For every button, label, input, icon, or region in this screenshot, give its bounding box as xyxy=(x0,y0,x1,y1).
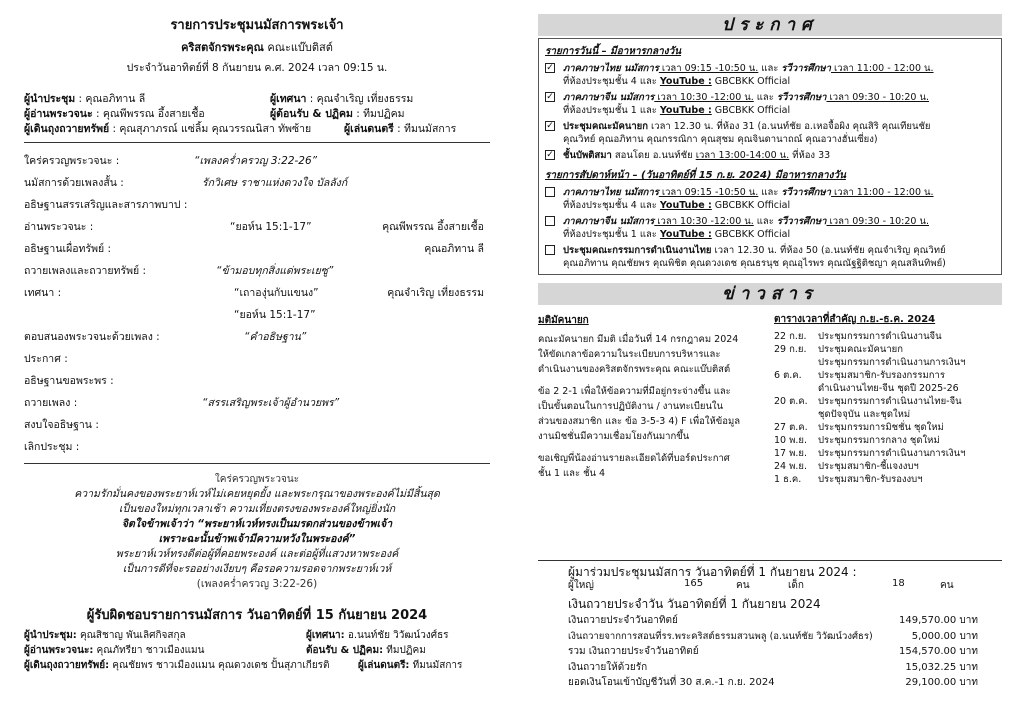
divider xyxy=(24,463,490,464)
order-label: ถวายเพลง : xyxy=(24,397,78,409)
item-time: เวลา 13:00-14:00 น. xyxy=(695,150,790,161)
order-person: คุณอภิทาน ลี xyxy=(424,243,484,255)
item-text: และ xyxy=(758,63,782,74)
item-time: เวลา 09:15 -10:50 น. xyxy=(658,187,759,198)
schedule-row xyxy=(774,473,1002,486)
schedule-date: 1 ธ.ค. xyxy=(774,474,802,485)
schedule-row xyxy=(774,460,1002,473)
schedule-event: ชุดปัจจุบัน และชุดใหม่ xyxy=(818,409,911,420)
next-item xyxy=(545,244,995,270)
order-label: ประกาศ : xyxy=(24,353,68,365)
order-detail: “ยอห์น 15:1-17” xyxy=(234,309,316,321)
schedule-event: ประชุมสมาชิก-ชี้แจงงบฯ xyxy=(818,461,919,472)
order-of-service xyxy=(24,149,490,457)
order-label: นมัสการด้วยเพลงสั้น : xyxy=(24,177,124,189)
next-music-label: ผู้เล่นดนตรี: xyxy=(358,660,410,671)
next-music-name: ทีมนมัสการ xyxy=(409,660,463,671)
checkbox-empty-icon xyxy=(545,187,555,197)
today-item xyxy=(545,149,995,162)
schedule-event: ประชุมกรรมการดำเนินงานไทย-จีน xyxy=(818,396,962,407)
minutes-line: ส่วนของสมาชิก และ ข้อ 3-5-3 4) F เพื่อให้ข้อมูล xyxy=(538,416,741,427)
item-text: ที่ห้องประชุมชั้น 1 และ xyxy=(563,229,660,240)
schedule-event: ประชุมกรรมการดำเนินงานการเงินฯ xyxy=(818,448,966,459)
church-name-rest: คณะแบ๊บติสต์ xyxy=(267,41,333,54)
next-offering-label: ผู้เดินถุงถวายทรัพย์: xyxy=(24,660,110,671)
adult-count: 165 xyxy=(684,578,704,589)
check-icon: ✓ xyxy=(546,121,554,131)
schedule-block xyxy=(774,313,1002,486)
today-item xyxy=(545,120,995,146)
offering-row xyxy=(538,660,978,676)
greeter-label: ผู้ต้อนรับ & ปฏิคม xyxy=(270,108,353,120)
today-item xyxy=(545,91,995,117)
scripture-reference: (เพลงคร่ำครวญ 3:22-26) xyxy=(196,578,318,590)
order-person: คุณจำเริญ เที่ยงธรรม xyxy=(387,287,484,299)
attendance-title: ผู้มาร่วมประชุมนมัสการ วันอาทิตย์ที่ 1 กันยายน 2024 : xyxy=(568,565,857,579)
scripture-line: เป็นการดีที่จะรออย่างเงียบๆ คือรอความรอดจากพระยาห์เวห์ xyxy=(122,563,392,575)
unit-label: คน xyxy=(940,580,954,591)
preacher-name: : คุณจำเริญ เที่ยงธรรม xyxy=(306,93,414,105)
item-time: เวลา 11:00 - 12:00 น. xyxy=(831,187,934,198)
order-detail: “เพลงคร่ำครวญ 3:22-26” xyxy=(194,155,318,167)
schedule-date: 27 ต.ค. xyxy=(774,422,808,433)
offering-title: เงินถวายประจำวัน วันอาทิตย์ที่ 1 กันยายน 2024 xyxy=(568,597,821,611)
schedule-event: ประชุมกรรมการกลาง ชุดใหม่ xyxy=(818,435,940,446)
order-detail: “สรรเสริญพระเจ้าผู้อำนวยพร” xyxy=(202,397,340,409)
schedule-title: ตารางเวลาที่สำคัญ ก.ย.-ธ.ค. 2024 xyxy=(774,314,936,325)
offering-label: เงินถวายจากการสอนที่รร.พระคริสต์ธรรมสวนพลู (อ.นนท์ชัย วิวัฒน์วงศ์ธร) xyxy=(568,630,873,642)
offering-amount: 29,100.00 บาท xyxy=(905,677,978,688)
check-icon: ✓ xyxy=(546,63,554,73)
left-column xyxy=(24,14,490,674)
item-text: เวลา 12.30 น. ที่ห้อง 31 (อ.นนท์ชัย อ.เหอจื้อผิง คุณสิริ คุณเทียนชัย xyxy=(647,121,931,132)
item-time: เวลา 09:30 - 10:20 น. xyxy=(826,216,930,227)
order-detail: “คำอธิษฐาน” xyxy=(244,331,307,343)
schedule-date: 24 พ.ย. xyxy=(774,461,807,472)
schedule-date: 10 พ.ย. xyxy=(774,435,807,446)
order-row xyxy=(24,171,490,193)
schedule-row xyxy=(774,447,1002,460)
order-label: เทศนา : xyxy=(24,287,62,299)
church-name xyxy=(24,38,490,56)
scripture-line: ความรักมั่นคงของพระยาห์เวห์ไม่เคยหยุดยั้ง และพระกรุณาของพระองค์ไม่มีสิ้นสุด xyxy=(74,488,440,500)
item-title: ชั้นบัพติสมา xyxy=(563,150,612,161)
offering-amount: 5,000.00 บาท xyxy=(911,630,978,642)
attendance-block xyxy=(538,563,978,691)
offering-label: ยอดเงินโอนเข้าบัญชีวันที่ 30 ส.ค.-1 ก.ย. 2024 xyxy=(568,677,775,688)
item-time: เวลา 10:30 -12:00 น. xyxy=(654,216,754,227)
offering-amount: 154,570.00 บาท xyxy=(899,646,978,657)
schedule-date: 22 ก.ย. xyxy=(774,331,807,342)
music-name: : ทีมนมัสการ xyxy=(393,123,457,135)
next-week-title: ผู้รับผิดชอบรายการนมัสการ วันอาทิตย์ที่ 15 กันยายน 2024 xyxy=(86,608,428,623)
minutes-line: ข้อ 2 2-1 เพื่อให้ข้อความที่มีอยู่กระจ่างขึ้น และ xyxy=(538,386,731,397)
order-label: ตอบสนองพระวจนะด้วยเพลง : xyxy=(24,331,160,343)
scripture-line: พระยาห์เวห์ทรงดีต่อผู้ที่คอยพระองค์ และต่อผู้ที่แสวงหาพระองค์ xyxy=(115,548,399,560)
order-row xyxy=(24,369,490,391)
order-detail: “เถาองุ่นกับแขนง” xyxy=(234,287,319,299)
order-row xyxy=(24,391,490,413)
item-title: รวีวารศึกษา xyxy=(781,187,832,198)
item-text: คุณอภิทาน คุณชัยพร คุณพิชิต คุณดวงเดช คุณธรนุช คุณอุไรพร คุณณัฐฐิติชญา คุณสลินทิพย์) xyxy=(563,258,946,269)
youtube-channel: GBCBKK Official xyxy=(711,200,791,211)
today-section-title: รายการวันนี้ – มีอาหารกลางวัน xyxy=(545,46,682,57)
schedule-date: 17 พ.ย. xyxy=(774,448,807,459)
youtube-channel: GBCBKK Official xyxy=(711,105,791,116)
schedule-event: ประชุมกรรมการดำเนินงานการเงินฯ xyxy=(818,357,966,368)
next-reader-name: คุณภัทรียา ชาวเมืองแมน xyxy=(93,645,205,656)
reader-name: : คุณพีพรรณ อึ้งสายเชื้อ xyxy=(92,108,205,120)
order-row xyxy=(24,149,490,171)
service-datetime: ประจำวันอาทิตย์ที่ 8 กันยายน ค.ศ. 2024 เวลา 09:15 น. xyxy=(126,62,388,74)
item-title: รวีวารศึกษา xyxy=(781,63,832,74)
checkbox-empty-icon xyxy=(545,245,555,255)
order-label: ใคร่ครวญพระวจนะ : xyxy=(24,155,120,167)
order-detail: รักวิเศษ ราชาแห่งดวงใจ บัลลังก์ xyxy=(202,177,348,189)
youtube-channel: GBCBKK Official xyxy=(711,76,791,87)
item-text: และ xyxy=(758,187,782,198)
schedule-event: ดำเนินงานไทย-จีน ชุดปี 2025-26 xyxy=(818,383,959,394)
item-title: ภาคภาษาจีน นมัสการ xyxy=(563,216,655,227)
next-item xyxy=(545,186,995,212)
church-name-bold: คริสตจักรพระคุณ xyxy=(181,41,264,54)
order-row xyxy=(24,215,490,237)
offering-title-row xyxy=(538,595,978,613)
minutes-line: คณะมัคนายก มีมติ เมื่อวันที่ 14 กรกฎาคม 2024 xyxy=(538,334,739,345)
schedule-date: 20 ต.ค. xyxy=(774,396,808,407)
leader-label: ผู้นำประชุม xyxy=(24,93,76,105)
next-week-section-title: รายการสัปดาห์หน้า – (วันอาทิตย์ที่ 15 ก.ย. 2024) มีอาหารกลางวัน xyxy=(545,170,846,181)
item-time: เวลา 09:30 - 10:20 น. xyxy=(826,92,930,103)
item-text: ที่ห้อง 33 xyxy=(789,150,831,161)
scripture-line: เป็นของใหม่ทุกเวลาเช้า ความเที่ยงตรงของพระองค์ใหญ่ยิ่งนัก xyxy=(118,503,396,515)
schedule-row xyxy=(774,434,1002,447)
minutes-line: ให้ขัดเกลาข้อความในระเบียบการบริหารและ xyxy=(538,349,721,360)
unit-label: คน xyxy=(736,580,750,591)
next-preacher-name: อ.นนท์ชัย วิวัฒน์วงศ์ธร xyxy=(344,630,449,641)
scripture-heading: ใคร่ครวญพระวจนะ xyxy=(214,474,300,485)
order-person: คุณพีพรรณ อึ้งสายเชื้อ xyxy=(382,221,484,233)
checkbox-empty-icon xyxy=(545,216,555,226)
adult-label: ผู้ใหญ่ xyxy=(568,580,594,591)
order-label: อธิษฐานเผื่อทรัพย์ : xyxy=(24,243,112,255)
youtube-label: YouTube : xyxy=(659,229,712,240)
attendance-title-row xyxy=(538,563,978,578)
order-label: อ่านพระวจนะ : xyxy=(24,221,94,233)
item-time: เวลา 09:15 -10:50 น. xyxy=(658,63,759,74)
schedule-date: 6 ต.ค. xyxy=(774,370,802,381)
offering-label: ผู้เดินถุงถวายทรัพย์ xyxy=(24,123,110,135)
order-label: อธิษฐานสรรเสริญและสารภาพบาป : xyxy=(24,199,188,211)
offering-label: รวม เงินถวายประจำวันอาทิตย์ xyxy=(568,646,699,657)
scripture-line: จิตใจข้าพเจ้าว่า “พระยาห์เวห์ทรงเป็นมรดกส่วนของข้าพเจ้า xyxy=(121,518,393,530)
minutes-line: เป็นขั้นตอนในการปฏิบัติงาน / งานทะเบียนใน xyxy=(538,401,724,412)
schedule-row xyxy=(774,343,1002,369)
item-time: เวลา 10:30 -12:00 น. xyxy=(654,92,754,103)
offering-row xyxy=(538,629,978,645)
today-item xyxy=(545,62,995,88)
minutes-block xyxy=(538,313,764,481)
order-label: เลิกประชุม : xyxy=(24,441,80,453)
greeter-name: : ทีมปฏิคม xyxy=(352,108,405,120)
order-row xyxy=(24,259,490,281)
schedule-list xyxy=(774,330,1002,486)
right-column xyxy=(538,14,1002,519)
minutes-line: ชั้น 1 และ ชั้น 4 xyxy=(538,468,606,479)
offering-amount: 149,570.00 บาท xyxy=(899,615,978,626)
order-row xyxy=(24,413,490,435)
item-title: ภาคภาษาไทย นมัสการ xyxy=(563,63,659,74)
child-count: 18 xyxy=(892,578,905,589)
item-title: ประชุมคณะมัคนายก xyxy=(563,121,648,132)
schedule-row xyxy=(774,369,1002,395)
item-title: รวีวารศึกษา xyxy=(776,92,827,103)
youtube-label: YouTube : xyxy=(659,76,712,87)
bulletin-title: รายการประชุมนมัสการพระเจ้า xyxy=(170,18,344,33)
schedule-event: ประชุมกรรมการมิชชั่น ชุดใหม่ xyxy=(818,422,944,433)
news-banner: ข่าวสาร xyxy=(538,283,1002,305)
schedule-row xyxy=(774,421,1002,434)
order-row xyxy=(24,325,490,347)
next-preacher-label: ผู้เทศนา: xyxy=(306,630,345,641)
item-text: และ xyxy=(753,92,777,103)
check-icon: ✓ xyxy=(546,92,554,102)
next-leader-name: คุณสิชาญ พันเลิศกิจสกุล xyxy=(76,630,186,641)
reader-label: ผู้อ่านพระวจนะ xyxy=(24,108,93,120)
offering-names: : คุณสุภาภรณ์ แซ่ลิ้ม คุณวรรณนิสา ทัพซ้าย xyxy=(109,123,312,135)
music-label: ผู้เล่นดนตรี xyxy=(344,123,394,135)
item-text: ที่ห้องประชุมชั้น 4 และ xyxy=(563,200,660,211)
minutes-line: ดำเนินงานของคริสตจักรพระคุณ คณะแบ๊บติสต์ xyxy=(538,364,731,375)
next-offering-names: คุณชัยพร ชาวเมืองแมน คุณดวงเดช ปั้นสุภาเกียรติ xyxy=(109,660,330,671)
next-reader-label: ผู้อ่านพระวจนะ: xyxy=(24,645,94,656)
order-row xyxy=(24,435,490,457)
minutes-title: มติมัคนายก xyxy=(538,315,589,326)
attendance-counts xyxy=(538,578,978,593)
next-greeter-label: ต้อนรับ & ปฏิคม: xyxy=(306,645,384,656)
roles-today xyxy=(24,92,490,138)
schedule-event: ประชุมสมาชิก-รับรองงบฯ xyxy=(818,474,923,485)
minutes-line: ขอเชิญพี่น้องอ่านรายละเอียดได้ที่บอร์ดประกาศ xyxy=(538,453,730,464)
item-text: สอนโดย อ.นนท์ชัย xyxy=(611,150,696,161)
order-row xyxy=(24,237,490,259)
item-text: ที่ห้องประชุมชั้น 4 และ xyxy=(563,76,660,87)
offering-row xyxy=(538,644,978,660)
announcements-box xyxy=(538,38,1002,275)
schedule-row xyxy=(774,330,1002,343)
item-text: และ xyxy=(753,216,777,227)
order-detail: “ข้ามอบทุกสิ่งแด่พระเยซู” xyxy=(216,265,334,277)
schedule-date: 29 ก.ย. xyxy=(774,344,807,355)
divider xyxy=(538,560,1002,561)
news-section xyxy=(538,313,1002,519)
schedule-row xyxy=(774,395,1002,421)
youtube-label: YouTube : xyxy=(659,200,712,211)
child-label: เด็ก xyxy=(788,580,804,591)
item-title: ภาคภาษาจีน นมัสการ xyxy=(563,92,655,103)
offering-row xyxy=(538,613,978,629)
schedule-event: ประชุมกรรมการดำเนินงานจีน xyxy=(818,331,942,342)
item-text: เวลา 12.30 น. ที่ห้อง 50 (อ.นนท์ชัย คุณจำเริญ คุณวิทย์ xyxy=(711,245,946,256)
check-icon: ✓ xyxy=(546,150,554,160)
leader-name: : คุณอภิทาน ลี xyxy=(75,93,146,105)
divider xyxy=(24,142,490,143)
next-leader-label: ผู้นำประชุม: xyxy=(24,630,77,641)
offering-row xyxy=(538,675,978,691)
youtube-label: YouTube : xyxy=(659,105,712,116)
item-text: คุณวิทย์ คุณอภิทาน คุณกรรณิกา คุณสุชม คุณจินดานาถณ์ คุณอวางฮั่นเซี่ยง) xyxy=(563,134,878,145)
order-row xyxy=(24,193,490,215)
schedule-event: ประชุมสมาชิก-รับรองกรรมการ xyxy=(818,370,945,381)
order-label: สงบใจอธิษฐาน : xyxy=(24,419,99,431)
offering-table xyxy=(538,613,978,691)
item-title: ประชุมคณะกรรมการดำเนินงานไทย xyxy=(563,245,712,256)
order-label: ถวายเพลงและถวายทรัพย์ : xyxy=(24,265,147,277)
offering-label: เงินถวายให้ด้วยรัก xyxy=(568,661,648,673)
offering-amount: 15,032.25 บาท xyxy=(905,661,978,673)
minutes-line: งานมิชชั่นมีความเชื่อมโยงกันมากขึ้น xyxy=(538,431,690,442)
schedule-event: ประชุมคณะมัคนายก xyxy=(818,344,903,355)
order-label: อธิษฐานขอพระพร : xyxy=(24,375,114,387)
item-text: ที่ห้องประชุมชั้น 1 และ xyxy=(563,105,660,116)
order-row xyxy=(24,347,490,369)
item-title: รวีวารศึกษา xyxy=(776,216,827,227)
offering-label: เงินถวายประจำวันอาทิตย์ xyxy=(568,615,678,626)
announcements-banner: ประกาศ xyxy=(538,14,1002,36)
scripture-meditation xyxy=(24,472,490,592)
roles-next-week xyxy=(24,628,490,674)
next-item xyxy=(545,215,995,241)
order-row xyxy=(24,303,490,325)
order-row xyxy=(24,281,490,303)
item-title: ภาคภาษาไทย นมัสการ xyxy=(563,187,659,198)
preacher-label: ผู้เทศนา xyxy=(270,93,307,105)
item-time: เวลา 11:00 - 12:00 น. xyxy=(831,63,934,74)
order-detail: “ยอห์น 15:1-17” xyxy=(230,221,312,233)
scripture-line: เพราะฉะนั้นข้าพเจ้ามีความหวังในพระองค์” xyxy=(158,533,356,545)
youtube-channel: GBCBKK Official xyxy=(711,229,791,240)
next-greeter-name: ทีมปฏิคม xyxy=(383,645,426,656)
